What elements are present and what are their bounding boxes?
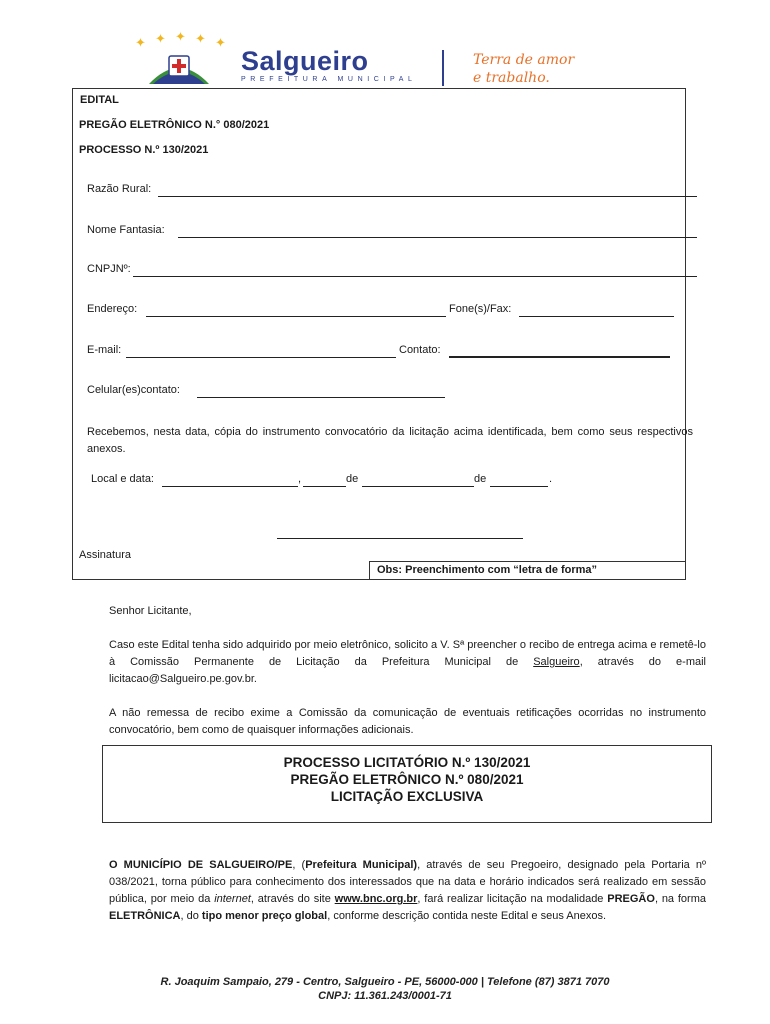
brand-divider (442, 50, 444, 86)
title-box (102, 745, 712, 823)
intro-municipio: O MUNICÍPIO DE SALGUEIRO/PE (109, 859, 293, 871)
local-field[interactable] (162, 486, 298, 487)
city-emblem-icon (147, 46, 211, 86)
intro-s2: , ( (292, 859, 306, 871)
signature-line[interactable] (277, 538, 523, 539)
month-field[interactable] (362, 486, 474, 487)
cnpj-label: CNPJNº: (87, 263, 131, 275)
title-pregao: PREGÃO ELETRÔNICO N.º 080/2021 (290, 772, 524, 787)
celular-label: Celular(es)contato: (87, 384, 180, 396)
edital-label: EDITAL (80, 94, 119, 106)
slogan-line1: Terra de amor (473, 52, 575, 68)
brand-name: Salgueiro (241, 46, 369, 76)
period: . (549, 473, 553, 485)
footer-address: R. Joaquim Sampaio, 279 - Centro, Salgueiro - PE, 56000-000 | Telefone (87) 3871 7070 (160, 976, 610, 988)
salutation: Senhor Licitante, (109, 605, 192, 617)
intro-s6: , através do site (250, 893, 335, 905)
intro-paragraph (109, 857, 706, 925)
brand-subtitle: PREFEITURA MUNICIPAL (241, 76, 417, 83)
de-label-2: de (474, 473, 487, 485)
p1-before: Caso este Edital tenha sido adquirido por meio eletrônico, solicito a V. Sª preencher o recibo de entrega acima e remetê-lo à Comissão Permanente de Licitação da Prefeitura Municipal de (109, 639, 706, 668)
contato-label: Contato: (399, 344, 441, 356)
local-data-label: Local e data: (91, 473, 154, 485)
razao-rural-label: Razão Rural: (87, 183, 152, 195)
paragraph-instructions (109, 637, 706, 688)
fone-label: Fone(s)/Fax: (449, 303, 512, 315)
year-field[interactable] (490, 486, 548, 487)
slogan-line2: e trabalho. (473, 70, 550, 86)
comma: , (298, 473, 302, 485)
intro-s12: , do (180, 910, 202, 922)
fone-field[interactable] (519, 316, 674, 317)
p1-after: , através do e-mail licitacao@Salgueiro.pe.gov.br. (109, 656, 706, 685)
cnpj-field[interactable] (133, 276, 697, 277)
bnc-link[interactable]: www.bnc.org.br (334, 893, 418, 905)
celular-field[interactable] (197, 397, 445, 398)
footer-cnpj: CNPJ: 11.361.243/0001-71 (318, 990, 452, 1002)
recebemos-text: Recebemos, nesta data, cópia do instrumento convocatório da licitação acima identificada, bem como seus respectivos anexos. (87, 426, 693, 455)
intro-eletronica: ELETRÔNICA (109, 910, 181, 922)
intro-s14: , conforme descrição contida neste Edital e seus Anexos. (327, 910, 607, 922)
email-label: E-mail: (87, 344, 122, 356)
assinatura-label: Assinatura (79, 549, 131, 561)
intro-internet: internet (214, 893, 251, 905)
contato-field[interactable] (449, 356, 670, 358)
pregao-label: PREGÃO ELETRÔNICO N.° 080/2021 (79, 119, 270, 131)
receipt-form-box (72, 88, 686, 580)
intro-tipo: tipo menor preço global (201, 910, 328, 922)
paragraph-remessa: A não remessa de recibo exime a Comissão da comunicação de eventuais retificações ocorridas no instrumento convocatório, bem como de quaisquer informações adicionais. (109, 707, 706, 736)
day-field[interactable] (303, 486, 346, 487)
nome-fantasia-field[interactable] (178, 237, 697, 238)
email-field[interactable] (126, 357, 396, 358)
intro-s4: , através de seu Pregoeiro, designado pela Portaria nº 038/2021, torna público para conhecimento dos interessados que na data e horário indicados será realizado em sessão pública, por meio da (109, 859, 707, 905)
razao-rural-field[interactable] (158, 196, 697, 197)
de-label-1: de (346, 473, 359, 485)
nome-fantasia-label: Nome Fantasia: (87, 224, 165, 236)
intro-prefeitura: Prefeitura Municipal) (305, 859, 418, 871)
header-logo (125, 30, 645, 86)
stars-icon: ✦ ✦ ✦ ✦ ✦ (135, 29, 226, 50)
endereco-field[interactable] (146, 316, 446, 317)
processo-label: PROCESSO N.º 130/2021 (79, 144, 209, 156)
endereco-label: Endereço: (87, 303, 138, 315)
title-processo: PROCESSO LICITATÓRIO N.º 130/2021 (283, 755, 531, 770)
title-licitacao: LICITAÇÃO EXCLUSIVA (330, 789, 484, 804)
intro-pregao: PREGÃO (607, 893, 655, 905)
salgueiro-link: Salgueiro (533, 656, 580, 668)
intro-s10: , na forma (654, 893, 706, 905)
obs-text: Obs: Preenchimento com “letra de forma” (377, 564, 598, 576)
obs-box (369, 561, 686, 580)
intro-s8: , fará realizar licitação na modalidade (417, 893, 608, 905)
